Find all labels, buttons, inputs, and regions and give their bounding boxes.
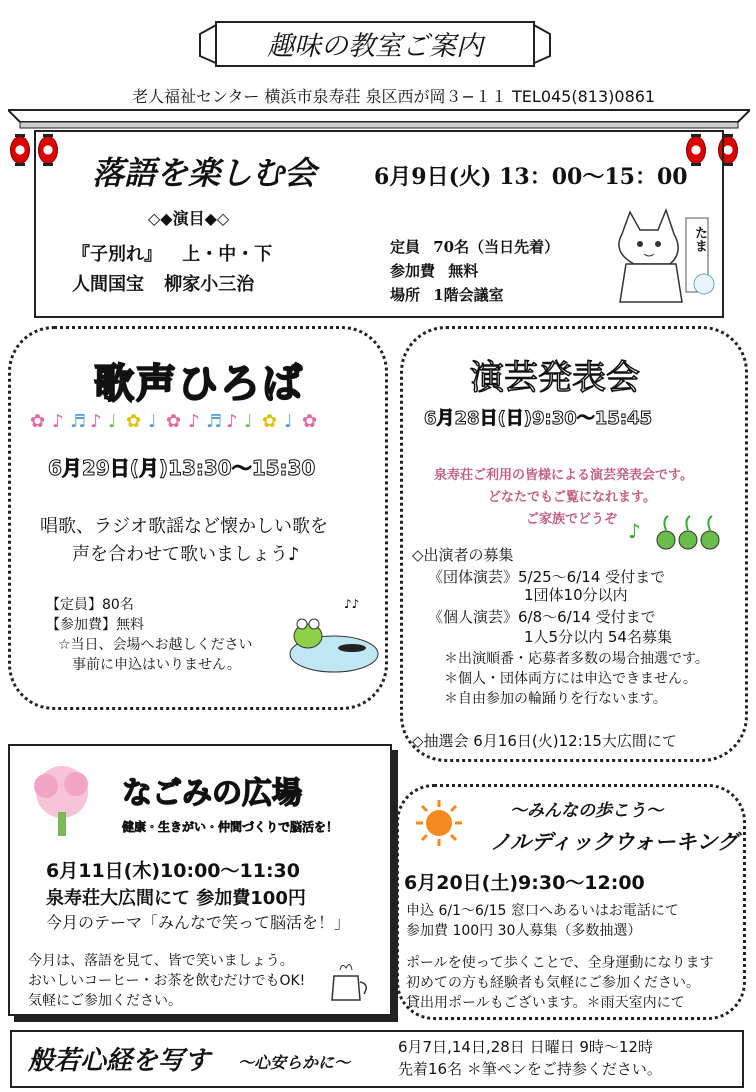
utagoe-note-1: ☆当日、会場へお越しください (58, 637, 253, 653)
music-notes-decoration (30, 410, 360, 432)
rakugo-fee: 参加費 無料 (390, 262, 479, 280)
walking-apply: 申込 6/1〜6/15 窓口へあるいはお電話にて (406, 903, 679, 919)
walking-date: 6月20日(土)9:30〜12:00 (404, 872, 645, 894)
walking-body-3: 貸出用ポールもございます。＊雨天室内にて (406, 995, 685, 1011)
engei-title: 演芸発表会 (470, 358, 640, 398)
svg-text:♪: ♪ (188, 411, 200, 432)
svg-text:♬: ♬ (206, 411, 223, 432)
engei-intro-1: 泉寿荘ご利用の皆様による演芸発表会です。 (434, 468, 693, 483)
utagoe-note-2: 事前に申込はいりません。 (72, 657, 241, 673)
nagomi-subtitle: 健康・生きがい・仲間づくりで脳活を！ (122, 820, 339, 834)
walking-body-2: 初めての方も経験者も気軽にご参加ください。 (406, 975, 700, 991)
shakyo-note: 先着16名 ＊筆ペンをご持参ください。 (398, 1060, 662, 1078)
svg-text:♩: ♩ (108, 411, 117, 432)
header-address: 老人福祉センター 横浜市泉寿荘 泉区西が岡３−１１ TEL045(813)0861 (132, 87, 656, 106)
nagomi-title: なごみの広場 (122, 776, 302, 811)
engei-note-3: ＊自由参加の輪踊りを行ないます。 (444, 691, 667, 707)
rakugo-title: 落語を楽しむ会 (92, 154, 317, 192)
rakugo-program-line1: 『子別れ』 上・中・下 (72, 244, 273, 265)
nagomi-body-3: 気軽にご参加ください。 (28, 993, 182, 1009)
walking-title-2: ノルディックウォーキング (490, 830, 739, 854)
utagoe-fee: 【参加費】無料 (46, 617, 144, 633)
walking-title-1: 〜みんなの歩こう〜 (510, 801, 663, 821)
engei-intro-3: ご家族でどうぞ (526, 512, 618, 527)
nagomi-body-1: 今月は、落語を見て、皆で笑いましょう。 (28, 953, 294, 969)
walking-body-1: ポールを使って歩くことで、全身運動になります (406, 955, 714, 971)
utagoe-desc-2: 声を合わせて歌いましょう♪ (72, 544, 300, 565)
rakugo-capacity: 定員 70名（当日先着） (390, 238, 560, 256)
svg-text:✿: ✿ (302, 411, 318, 432)
cat-rakugo-icon (600, 204, 716, 308)
engei-indiv-1: 《個人演芸》6/8〜6/14 受付まで (428, 608, 656, 626)
nagomi-date: 6月11日(木)10:00〜11:30 (46, 860, 300, 882)
cat-name-label: たま (692, 226, 707, 252)
svg-text:✿: ✿ (166, 411, 182, 432)
svg-text:♩: ♩ (244, 411, 253, 432)
nagomi-place-fee: 泉寿荘大広間にて 参加費100円 (46, 888, 306, 909)
coffee-pot-icon (324, 958, 372, 1004)
utagoe-date: 6月29日(月)13:30〜15:30 (48, 456, 316, 480)
engei-group-1: 《団体演芸》5/25〜6/14 受付まで (428, 568, 666, 586)
svg-text:✿: ✿ (262, 411, 278, 432)
svg-text:✿: ✿ (126, 411, 142, 432)
rakugo-program-line2: 人間国宝 柳家小三治 (72, 274, 255, 295)
shakyo-schedule: 6月7日,14日,28日 日曜日 9時〜12時 (398, 1038, 653, 1056)
svg-text:♪: ♪ (90, 411, 102, 432)
nagomi-body-2: おいしいコーヒー・お茶を飲むだけでもOK! (28, 973, 306, 989)
engei-intro-2: どなたでもご覧になれます。 (488, 490, 656, 505)
lantern-icon (10, 136, 30, 164)
engei-note-1: ＊出演順番・応募者多数の場合抽選です。 (444, 651, 709, 667)
svg-text:♩: ♩ (284, 411, 293, 432)
engei-group-2: 1団体10分以内 (524, 586, 628, 604)
rakugo-program-heading: ◇◆演目◆◇ (148, 209, 230, 228)
svg-text:♩: ♩ (148, 411, 157, 432)
rakugo-datetime: 6月9日(火) 13：00〜15：00 (374, 164, 688, 190)
walking-fee: 参加費 100円 30人募集（多数抽選） (406, 923, 642, 939)
engei-recruit-heading: ◇出演者の募集 (412, 546, 514, 564)
svg-text:✿: ✿ (30, 411, 46, 432)
nagomi-theme: 今月のテーマ「みんなで笑って脳活を！」 (46, 913, 351, 932)
engei-lottery: ◇抽選会 6月16日(火)12:15大広間にて (412, 732, 677, 750)
frog-pond-icon (286, 594, 380, 686)
shakyo-subtitle: 〜心安らかに〜 (238, 1053, 351, 1072)
svg-text:♪: ♪ (628, 519, 641, 543)
rakugo-place: 場所 1階会議室 (390, 286, 504, 304)
utagoe-title: 歌声ひろば (94, 361, 304, 407)
engei-note-2: ＊個人・団体両方には申込できません。 (444, 671, 697, 687)
utagoe-desc-1: 唱歌、ラジオ歌謡など懐かしい歌を (40, 516, 328, 537)
svg-text:♪♪: ♪♪ (344, 597, 360, 611)
svg-text:♪: ♪ (226, 411, 238, 432)
svg-text:♬: ♬ (70, 411, 87, 432)
engei-indiv-2: 1人5分以内 54名募集 (524, 628, 672, 646)
utagoe-capacity: 【定員】80名 (46, 597, 134, 613)
engei-date: 6月28日(日)9:30〜15:45 (424, 408, 653, 429)
sun-icon (416, 800, 462, 846)
music-sprouts-icon (628, 508, 726, 552)
svg-text:♪: ♪ (52, 411, 64, 432)
shakyo-title: 般若心経を写す (28, 1046, 211, 1076)
page-title: 趣味の教室ご案内 (267, 31, 483, 62)
cherry-tree-icon (26, 764, 96, 840)
